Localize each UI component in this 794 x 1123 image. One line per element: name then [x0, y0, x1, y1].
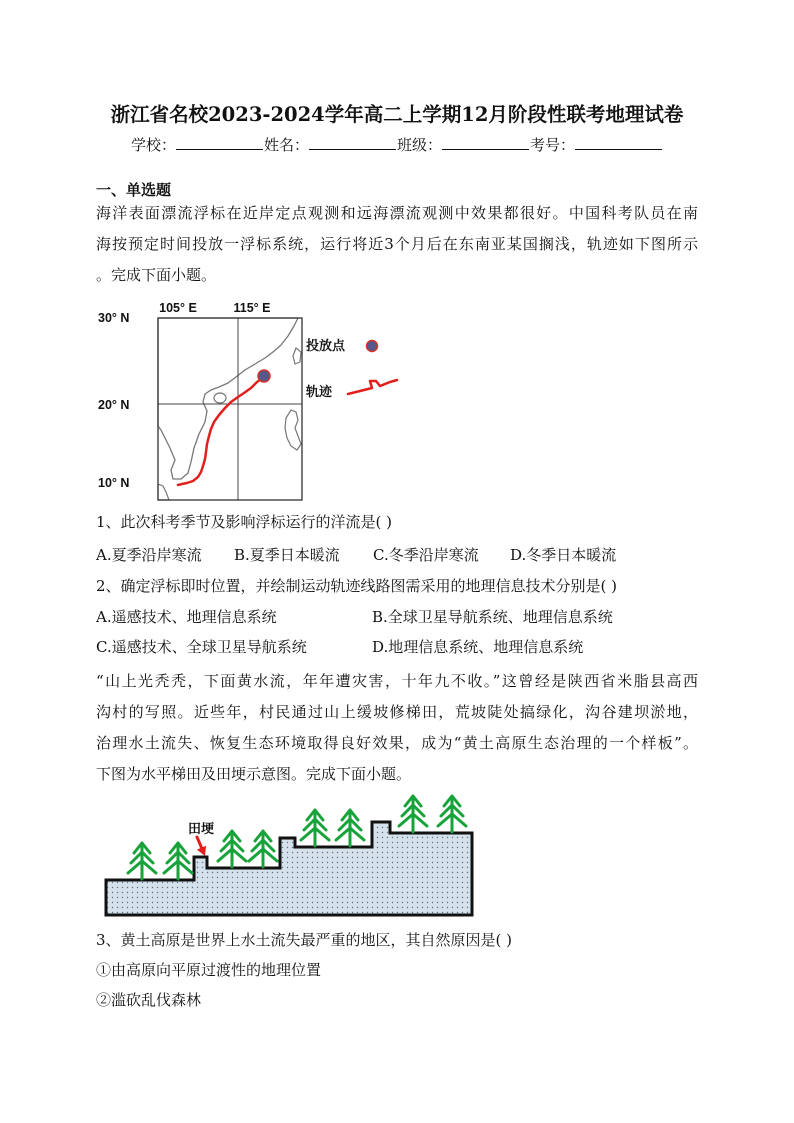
name-blank [309, 134, 396, 150]
exam-number-blank [575, 134, 662, 150]
lat-label-30n: 30° N [98, 311, 130, 325]
option-c: C.冬季沿岸寒流 [373, 546, 479, 564]
mainland-asia [158, 318, 298, 479]
question-3-stem: 3、黄土高原是世界上水土流失最严重的地区，其自然原因是( ) [96, 931, 513, 949]
field-ridge-arrow-shaft [197, 837, 202, 848]
lat-label-10n: 10° N [98, 476, 130, 490]
question-3-item-2: ②滥砍乱伐森林 [96, 991, 202, 1009]
field-ridge-label: 田埂 [188, 821, 215, 836]
tree-icon [301, 810, 329, 846]
legend-release-point-label: 投放点 [306, 338, 346, 353]
option-d: D.冬季日本暖流 [510, 546, 617, 564]
passage-line: 。完成下面小题。 [96, 266, 217, 284]
tree-icon [249, 831, 277, 867]
option-a: A.遥感技术、地理信息系统 [96, 608, 277, 626]
option-b: B.全球卫星导航系统、地理信息系统 [372, 608, 613, 626]
luzon-island [285, 410, 301, 450]
lat-label-20n: 20° N [98, 398, 130, 412]
question-2-options-row-2 [96, 632, 698, 663]
passage-line: 沟村的写照。近些年，村民通过山上缓坡修梯田，荒坡陡处搞绿化，沟谷建坝淤地， [96, 703, 698, 721]
option-b: B.夏季日本暖流 [234, 546, 340, 564]
page-title: 浙江省名校2023-2024学年高二上学期12月阶段性联考地理试卷 [110, 103, 684, 126]
school-blank [176, 134, 263, 150]
terrace-profile [106, 822, 472, 915]
legend-trajectory-icon [348, 380, 397, 394]
lon-label-105e: 105° E [159, 301, 197, 315]
terrace-diagram [100, 790, 480, 922]
class-label: 班级： [397, 136, 443, 154]
passage-line: 海按预定时间投放一浮标系统，运行将近3个月后在东南亚某国搁浅，轨迹如下图所示 [96, 235, 698, 253]
ocean-buoy-map [95, 298, 405, 506]
class-blank [442, 134, 529, 150]
question-2-options-row-1 [96, 602, 698, 633]
school-label: 学校： [130, 136, 176, 154]
option-d: D.地理信息系统、地理信息系统 [372, 638, 584, 656]
passage-line: 下图为水平梯田及田埂示意图。完成下面小题。 [96, 765, 412, 783]
land-masses [158, 318, 301, 500]
tree-icon [164, 843, 192, 879]
student-info-line [0, 133, 794, 157]
tree-icon [438, 796, 466, 832]
passage-loess-terraces [96, 666, 698, 790]
question-3-item-1: ①由高原向平原过渡性的地理位置 [96, 961, 322, 979]
map-legend [305, 338, 397, 399]
passage-line: 治理水土流失、恢复生态环境取得良好效果，成为“黄土高原生态治理的一个样板”。 [96, 734, 698, 752]
question-1-options [96, 540, 698, 571]
passage-line: 海洋表面漂流浮标在近岸定点观测和远海漂流观测中效果都很好。中国科考队员在南 [96, 204, 698, 222]
section-heading: 一、单选题 [96, 181, 172, 199]
taiwan-island [293, 348, 301, 364]
tree-icon [218, 831, 246, 867]
legend-trajectory-label: 轨迹 [306, 384, 333, 399]
exam-number-label: 考号： [530, 136, 576, 154]
name-label: 姓名： [263, 136, 309, 154]
question-2-stem: 2、确定浮标即时位置，并绘制运动轨迹线路图需采用的地理信息技术分别是( ) [96, 577, 618, 595]
tree-icon [336, 810, 364, 846]
hainan-island [214, 393, 226, 403]
lon-label-115e: 115° E [233, 301, 271, 315]
passage-ocean-buoy [96, 198, 698, 291]
release-point-marker [258, 370, 270, 382]
passage-line: “山上光秃秃，下面黄水流，年年遭灾害，十年九不收。”这曾经是陕西省米脂县高西 [96, 672, 698, 690]
question-1-stem: 1、此次科考季节及影响浮标运行的洋流是( ) [96, 513, 393, 531]
tree-icon [128, 843, 156, 879]
legend-release-point-icon [367, 341, 378, 352]
option-c: C.遥感技术、全球卫星导航系统 [96, 638, 307, 656]
malay-peninsula [158, 484, 169, 500]
option-a: A.夏季沿岸寒流 [96, 546, 202, 564]
tree-icon [399, 796, 427, 832]
